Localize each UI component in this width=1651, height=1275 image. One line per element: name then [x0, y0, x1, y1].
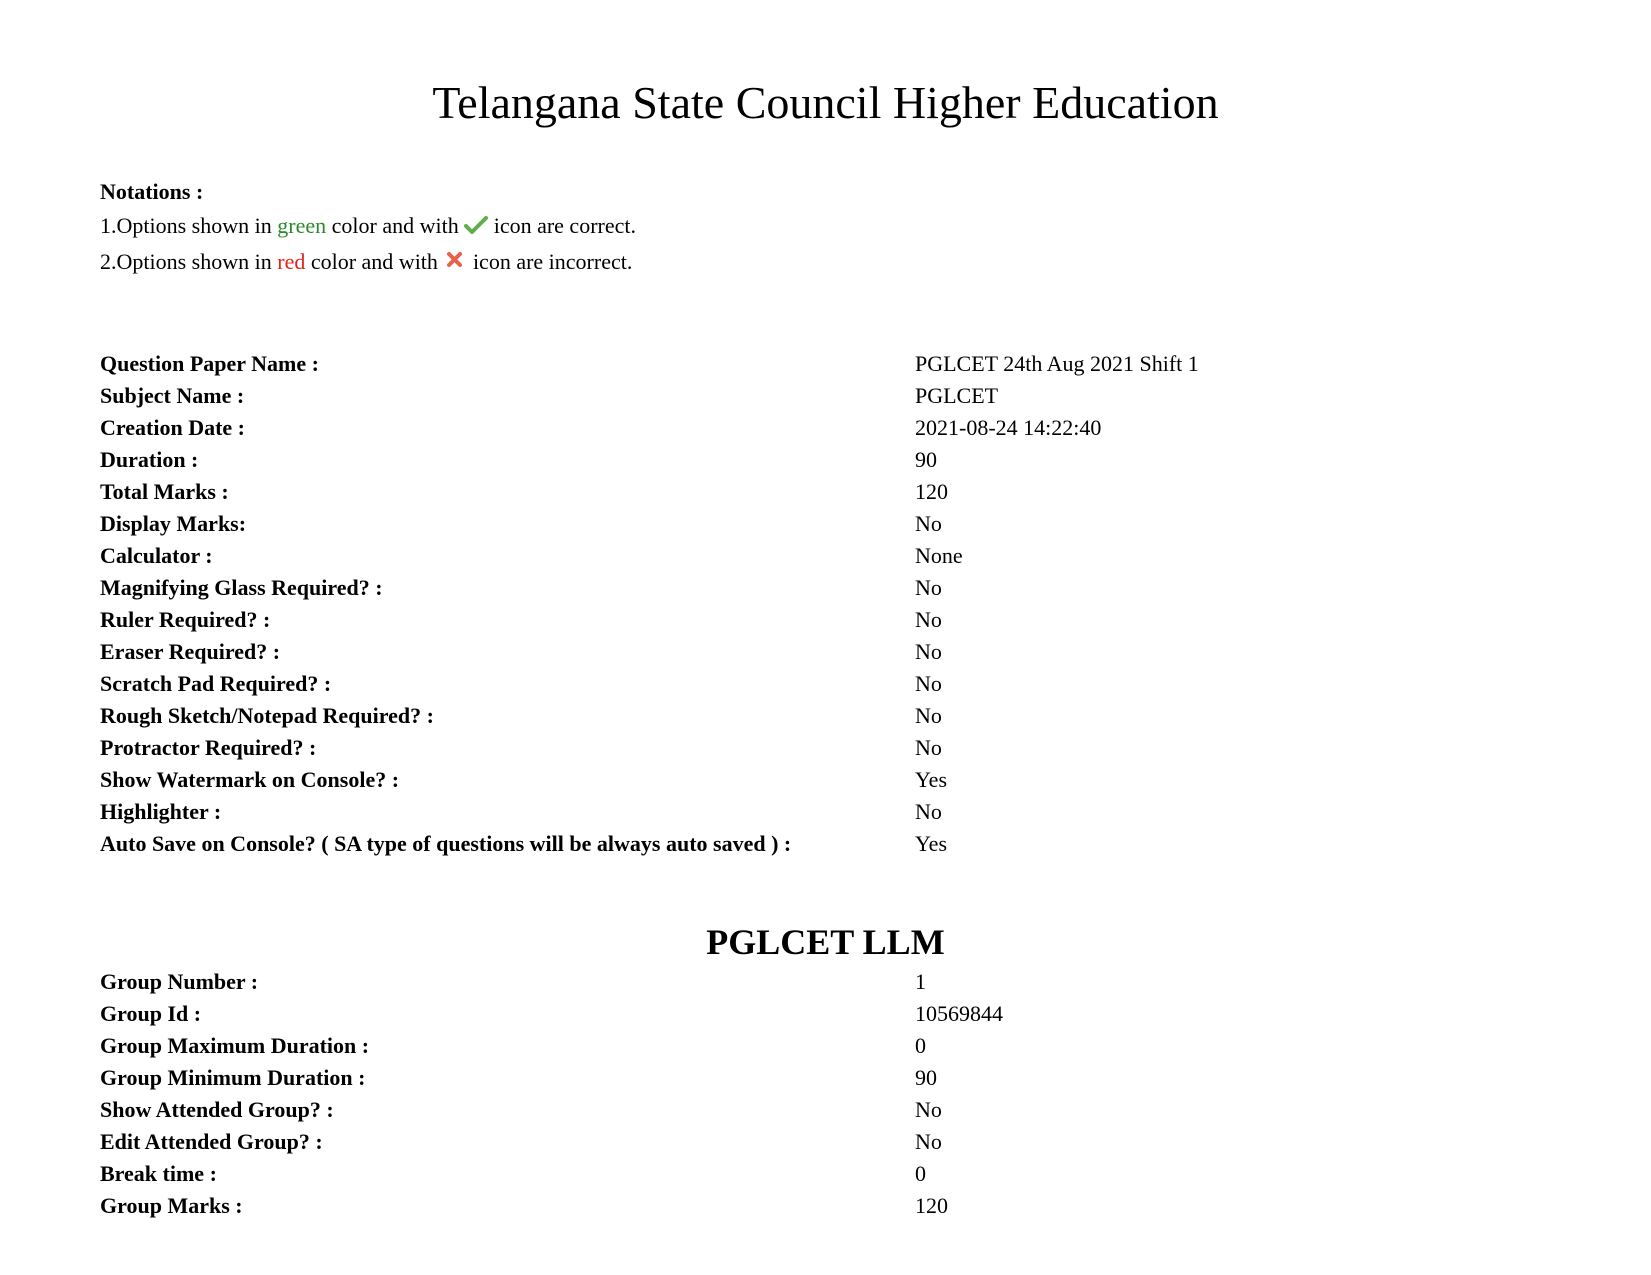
- info-value: Yes: [915, 767, 948, 792]
- section-title: PGLCET LLM: [706, 922, 945, 962]
- info-label: Group Number :: [100, 969, 259, 994]
- info-label: Creation Date :: [100, 415, 245, 440]
- info-label: Scratch Pad Required? :: [100, 671, 332, 696]
- info-value: No: [915, 735, 942, 760]
- info-value: 2021-08-24 14:22:40: [915, 415, 1102, 440]
- info-label: Group Minimum Duration :: [100, 1065, 366, 1090]
- info-label: Group Marks :: [100, 1193, 243, 1218]
- info-label: Group Id :: [100, 1001, 202, 1026]
- info-row: [100, 476, 1199, 508]
- info-row: [100, 604, 1199, 636]
- info-label: Duration :: [100, 447, 199, 472]
- info-label: Calculator :: [100, 543, 213, 568]
- info-row: [100, 796, 1199, 828]
- question-paper-info-table: [100, 348, 1199, 860]
- info-label: Group Maximum Duration :: [100, 1033, 370, 1058]
- info-value: 1: [915, 969, 926, 994]
- check-icon: [464, 211, 488, 245]
- info-row: [100, 732, 1199, 764]
- info-label: Total Marks :: [100, 479, 229, 504]
- info-value: 10569844: [915, 1001, 1003, 1026]
- info-row: [100, 572, 1199, 604]
- notations-block: [100, 175, 636, 281]
- info-value: 90: [915, 1065, 937, 1090]
- info-row: [100, 412, 1199, 444]
- info-label: Rough Sketch/Notepad Required? :: [100, 703, 434, 728]
- info-row: [100, 380, 1199, 412]
- info-value: No: [915, 703, 942, 728]
- notation-incorrect-middle: color and with: [305, 249, 444, 274]
- info-row: [100, 1030, 1003, 1062]
- info-label: Eraser Required? :: [100, 639, 281, 664]
- info-row: [100, 540, 1199, 572]
- info-label: Show Watermark on Console? :: [100, 767, 400, 792]
- info-value: PGLCET 24th Aug 2021 Shift 1: [915, 351, 1199, 376]
- notation-incorrect-prefix: 2.Options shown in: [100, 249, 278, 274]
- info-row: [100, 508, 1199, 540]
- info-row: [100, 668, 1199, 700]
- info-label: Show Attended Group? :: [100, 1097, 334, 1122]
- info-row: [100, 700, 1199, 732]
- info-label: Ruler Required? :: [100, 607, 271, 632]
- info-value: No: [915, 1129, 942, 1154]
- info-value: 0: [915, 1033, 926, 1058]
- info-row: [100, 1094, 1003, 1126]
- info-row: [100, 444, 1199, 476]
- info-value: No: [915, 1097, 942, 1122]
- notation-red-word: red: [277, 249, 306, 274]
- info-row: [100, 1126, 1003, 1158]
- notation-incorrect-suffix: icon are incorrect.: [467, 249, 633, 274]
- info-value: No: [915, 799, 942, 824]
- info-value: 90: [915, 447, 937, 472]
- info-value: No: [915, 639, 942, 664]
- info-row: [100, 1190, 1003, 1222]
- info-label: Display Marks:: [100, 511, 247, 536]
- info-value: No: [915, 607, 942, 632]
- info-row: [100, 966, 1003, 998]
- info-value: No: [915, 671, 942, 696]
- notation-correct-suffix: icon are correct.: [488, 213, 636, 238]
- info-value: 120: [915, 479, 948, 504]
- info-label: Edit Attended Group? :: [100, 1129, 323, 1154]
- info-label: Break time :: [100, 1161, 217, 1186]
- notation-green-word: green: [277, 213, 327, 238]
- notations-heading: Notations :: [100, 179, 204, 204]
- info-row: [100, 828, 1199, 860]
- info-value: No: [915, 511, 942, 536]
- info-value: 120: [915, 1193, 948, 1218]
- notation-correct-line: [100, 209, 636, 245]
- info-label: Magnifying Glass Required? :: [100, 575, 383, 600]
- info-value: None: [915, 543, 963, 568]
- info-label: Subject Name :: [100, 383, 245, 408]
- info-value: 0: [915, 1161, 926, 1186]
- info-row: [100, 998, 1003, 1030]
- info-value: PGLCET: [915, 383, 999, 408]
- info-row: [100, 636, 1199, 668]
- info-value: Yes: [915, 831, 948, 856]
- notation-correct-middle: color and with: [326, 213, 465, 238]
- info-row: [100, 1062, 1003, 1094]
- notation-correct-prefix: 1.Options shown in: [100, 213, 278, 238]
- info-label: Highlighter :: [100, 799, 222, 824]
- info-label: Auto Save on Console? ( SA type of questions will be always auto saved ) :: [100, 831, 792, 856]
- cross-icon: [443, 247, 467, 281]
- info-row: [100, 348, 1199, 380]
- page-title: Telangana State Council Higher Education: [432, 77, 1219, 128]
- group-info-table: [100, 966, 1003, 1222]
- info-label: Protractor Required? :: [100, 735, 317, 760]
- notation-incorrect-line: [100, 245, 636, 281]
- info-row: [100, 1158, 1003, 1190]
- info-value: No: [915, 575, 942, 600]
- info-label: Question Paper Name :: [100, 351, 319, 376]
- info-row: [100, 764, 1199, 796]
